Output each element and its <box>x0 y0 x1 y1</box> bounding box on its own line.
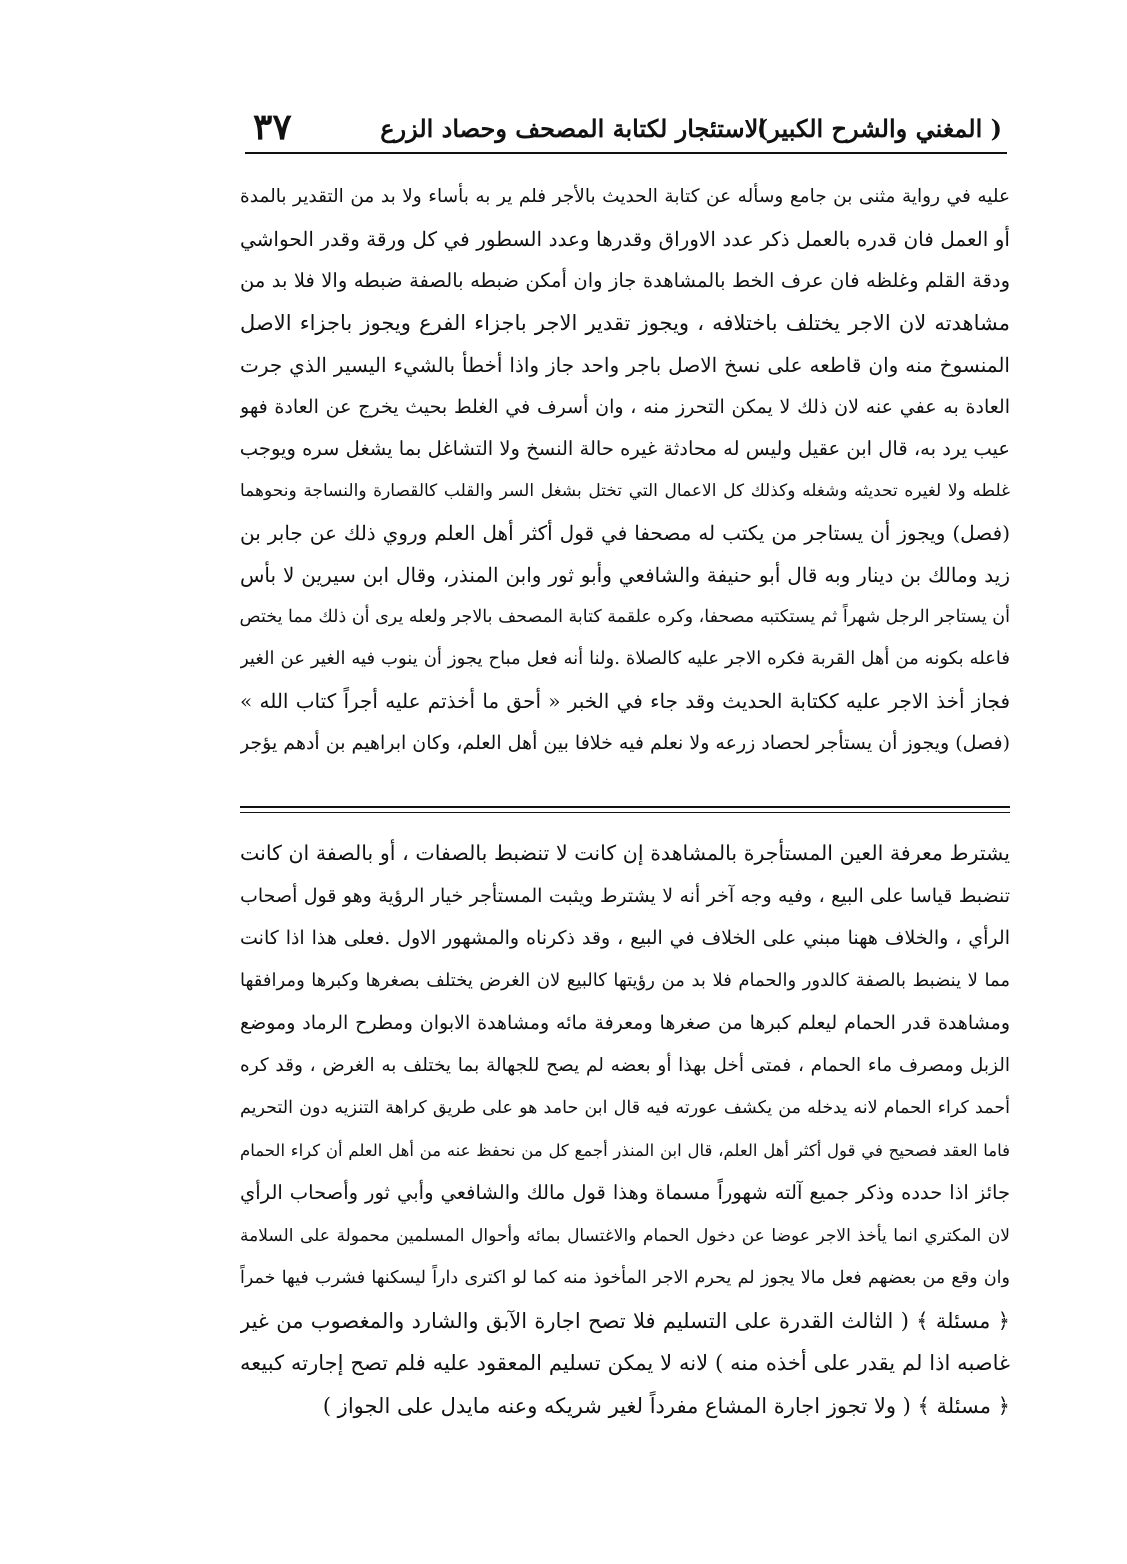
commentary-line: ﴿ مسئلة ﴾ ( الثالث القدرة على التسليم فلا تصح اجارة الآبق والشارد والمغصوب من غير <box>240 1308 1010 1333</box>
main-text-line: عليه في رواية مثنى بن جامع وسأله عن كتابة الحديث بالأجر فلم ير به بأساء ولا بد من التقدير بالمدة <box>240 186 1010 207</box>
commentary-line: ومشاهدة قدر الحمام ليعلم كبرها من صغرها ومعرفة مائه ومشاهدة الابوان ومطرح الرماد وموضع <box>240 1012 1010 1034</box>
section-divider <box>240 806 1010 808</box>
main-text-line: (فصل) ويجوز أن يستاجر من يكتب له مصحفا في قول أكثر أهل العلم وروي ذلك عن جابر بن <box>240 521 1010 545</box>
main-text-line: غلطه ولا لغيره تحديثه وشغله وكذلك كل الاعمال التي تختل بشغل السر والقلب كالقصارة والنساجة ونحوهما <box>240 481 1010 501</box>
main-text-line: عيب يرد به، قال ابن عقيل وليس له محادثة غيره حالة النسخ ولا التشاغل بما يشغل سره ويوجب <box>240 437 1010 460</box>
commentary-line: غاصبه اذا لم يقدر على أخذه منه ) لانه لا يمكن تسليم المعقود عليه فلم تصح إجارته كبيعه <box>240 1351 1010 1375</box>
page-number: ٣٧ <box>253 106 292 148</box>
main-text <box>240 176 1010 764</box>
main-text-line: (فصل) ويجوز أن يستأجر لحصاد زرعه ولا نعلم فيه خلافا بين أهل العلم، وكان ابراهيم بن أدهم يؤجر <box>240 732 1010 754</box>
main-text-line: أو العمل فان قدره بالعمل ذكر عدد الاوراق وقدرها وعدد السطور في كل ورقة وقدر الحواشي <box>240 227 1010 251</box>
section-divider <box>240 812 1010 813</box>
header-rule <box>245 152 1007 154</box>
commentary-line: تنضبط قياسا على البيع ، وفيه وجه آخر أنه لا يشترط ويثبت المستأجر خيار الرؤية وهو قول أصحاب <box>240 884 1010 907</box>
commentary-text <box>240 832 1010 1427</box>
main-text-line: ودقة القلم وغلظه فان عرف الخط بالمشاهدة جاز وان أمكن ضبطه بالصفة ضبطه والا فلا بد من <box>240 269 1010 292</box>
main-text-line: فاعله بكونه من أهل القربة فكره الاجر عليه كالصلاة .ولنا أنه فعل مباح يجوز أن ينوب فيه الغير عن الغير <box>240 648 1010 669</box>
commentary-line: يشترط معرفة العين المستأجرة بالمشاهدة إن كانت لا تنضبط بالصفات ، أو بالصفة ان كانت <box>240 841 1010 865</box>
book-title: ( المغني والشرح الكبير) <box>756 114 1002 143</box>
main-text-line: زيد ومالك بن دينار وبه قال أبو حنيفة والشافعي وأبو ثور وابن المنذر، وقال ابن سيرين لا بأس <box>240 563 1010 587</box>
commentary-line: وان وقع من بعضهم فعل مالا يجوز لم يحرم الاجر المأخوذ منه كما لو اكترى داراً ليسكنها فشرب فيها خمراً <box>240 1268 1010 1288</box>
commentary-line: مما لا ينضبط بالصفة كالدور والحمام فلا بد من رؤيتها كالبيع لان الغرض يختلف بصغرها وكبرها ومرافقها <box>240 969 1010 991</box>
commentary-line: ﴿ مسئلة ﴾ ( ولا تجوز اجارة المشاع مفرداً لغير شريكه وعنه مايدل على الجواز ) <box>322 1393 1010 1418</box>
commentary-line: أحمد كراء الحمام لانه يدخله من يكشف عورته فيه قال ابن حامد هو على طريق كراهة التنزيه دون التحريم <box>240 1098 1010 1118</box>
main-text-line: مشاهدته لان الاجر يختلف باختلافه ، ويجوز تقدير الاجر باجزاء الفرع ويجوز باجزاء الاصل <box>240 311 1010 335</box>
commentary-line: فاما العقد فصحيح في قول أكثر أهل العلم، قال ابن المنذر أجمع كل من نحفظ عنه من أهل العلم أن كراء الحمام <box>240 1140 1010 1160</box>
main-text-line: أن يستاجر الرجل شهراً ثم يستكتبه مصحفا، وكره علقمة كتابة المصحف بالاجر ولعله يرى أن ذلك مما يختص <box>240 607 1010 627</box>
commentary-line: الرأي ، والخلاف ههنا مبني على الخلاف في البيع ، وقد ذكرناه والمشهور الاول .فعلى هذا اذا كانت <box>240 927 1010 949</box>
commentary-line: الزبل ومصرف ماء الحمام ، فمتى أخل بهذا أو بعضه لم يصح للجهالة بما يختلف به الغرض ، وقد كره <box>240 1054 1010 1076</box>
section-title: الاستئجار لكتابة المصحف وحصاد الزرع <box>380 114 765 143</box>
running-header <box>245 108 1010 154</box>
main-text-line: فجاز أخذ الاجر عليه ككتابة الحديث وقد جاء في الخبر « أحق ما أخذتم عليه أجراً كتاب الله » <box>240 689 1010 713</box>
main-text-line: العادة به عفي عنه لان ذلك لا يمكن التحرز منه ، وان أسرف في الغلط بحيث يخرج عن العادة فهو <box>240 396 1010 418</box>
commentary-line: لان المكتري انما يأخذ الاجر عوضا عن دخول الحمام والاغتسال بمائه وأحوال المسلمين محمولة على السلامة <box>240 1225 1010 1246</box>
main-text-line: المنسوخ منه وان قاطعه على نسخ الاصل باجر واحد جاز واذا أخطأ بالشيء اليسير الذي جرت <box>240 353 1010 377</box>
commentary-line: جائز اذا حدده وذكر جميع آلته شهوراً مسماة وهذا قول مالك والشافعي وأبي ثور وأصحاب الرأي <box>240 1181 1010 1204</box>
